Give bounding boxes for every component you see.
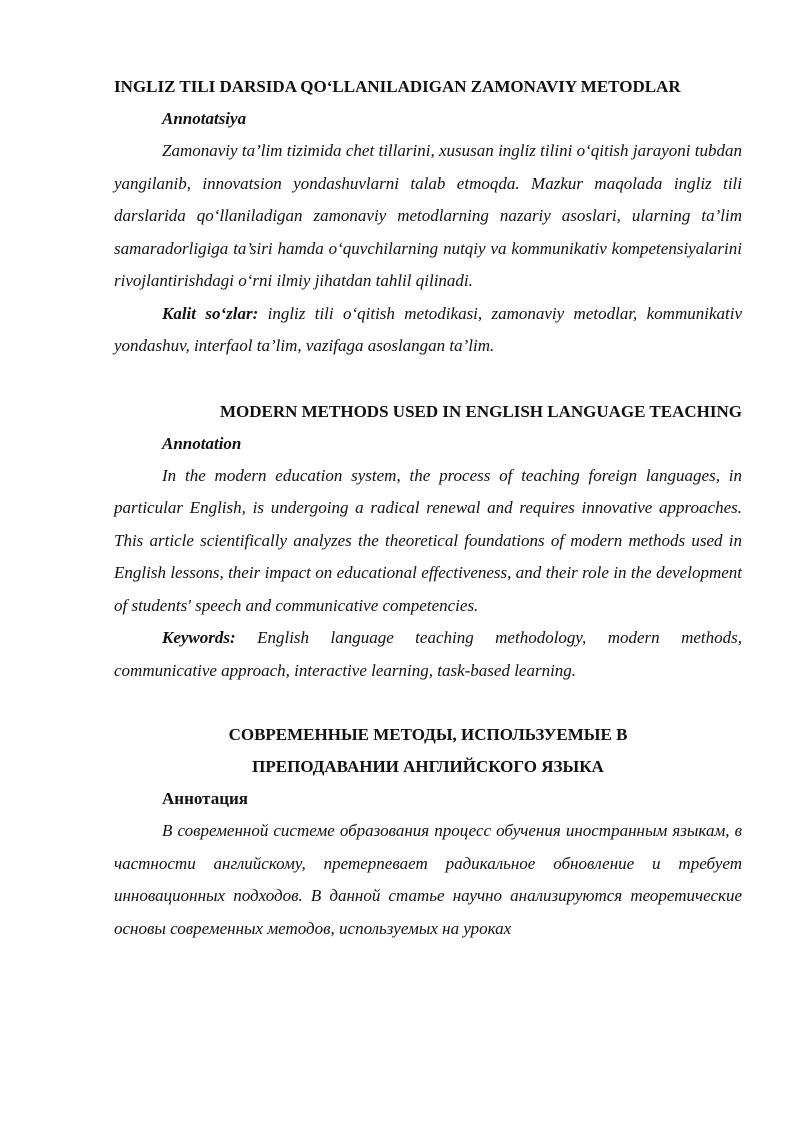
english-title: MODERN METHODS USED IN ENGLISH LANGUAGE TEACHING xyxy=(219,401,742,421)
uzbek-section xyxy=(114,70,742,363)
english-annotation-heading: Annotation xyxy=(162,433,242,453)
english-keywords-text: English language teaching methodology, modern methods, communicative approach, interactive learning, task-based learning. xyxy=(114,628,742,680)
russian-annotation-text: В современной системе образования процесс обучения иностранным языкам, в частности английскому, претерпевает радикальное обновление и требует инновационных подходов. В данной статье научно анализируются теоретические основы современных методов, используемых на уроках xyxy=(114,821,742,938)
russian-title-line-2: ПРЕПОДАВАНИИ АНГЛИЙСКОГО ЯЗЫКА xyxy=(252,757,604,776)
english-keywords-label: Keywords: xyxy=(162,628,236,647)
russian-title-line-1: СОВРЕМЕННЫЕ МЕТОДЫ, ИСПОЛЬЗУЕМЫЕ В xyxy=(228,725,628,744)
english-section xyxy=(114,395,742,688)
document-page xyxy=(114,70,742,945)
uzbek-keywords-label: Kalit so‘zlar: xyxy=(162,303,259,323)
english-annotation-text: In the modern education system, the process of teaching foreign languages, in particular English, is undergoing a radical renewal and requires innovative approaches. This article scientifically analyzes the theoretical foundations of modern methods used in English lessons, their impact on educational effectiveness, and their role in the development of students' speech and communicative competencies. xyxy=(114,465,742,615)
uzbek-title: INGLIZ TILI DARSIDA QO‘LLANILADIGAN ZAMONAVIY METODLAR xyxy=(114,77,681,96)
russian-section xyxy=(114,719,742,945)
russian-annotation-heading: Аннотация xyxy=(162,789,248,808)
uzbek-keywords xyxy=(114,298,742,363)
uzbek-annotation-heading: Annotatsiya xyxy=(162,109,247,128)
section-spacer xyxy=(114,363,742,395)
uzbek-keywords-text: ingliz tili o‘qitish metodikasi, zamonaviy metodlar, kommunikativ yondashuv, interfaol ta’lim, vazifaga asoslangan ta’lim. xyxy=(114,303,742,355)
uzbek-annotation-text: Zamonaviy ta’lim tizimida chet tillarini, xususan ingliz tilini o‘qitish jarayoni tubdan yangilanib, innovatsion yondashuvlarni talab etmoqda. Mazkur maqolada ingliz tili darslarida qo‘llaniladigan zamonaviy metodlarning nazariy asoslari, ularning ta’lim samaradorligiga ta’siri hamda o‘quvchilarning nutqiy va kommunikativ kompetensiyalarini rivojlantirishdagi o‘rni ilmiy jihatdan tahlil qilinadi. xyxy=(114,141,742,290)
section-spacer xyxy=(114,687,742,719)
english-keywords xyxy=(114,622,742,687)
